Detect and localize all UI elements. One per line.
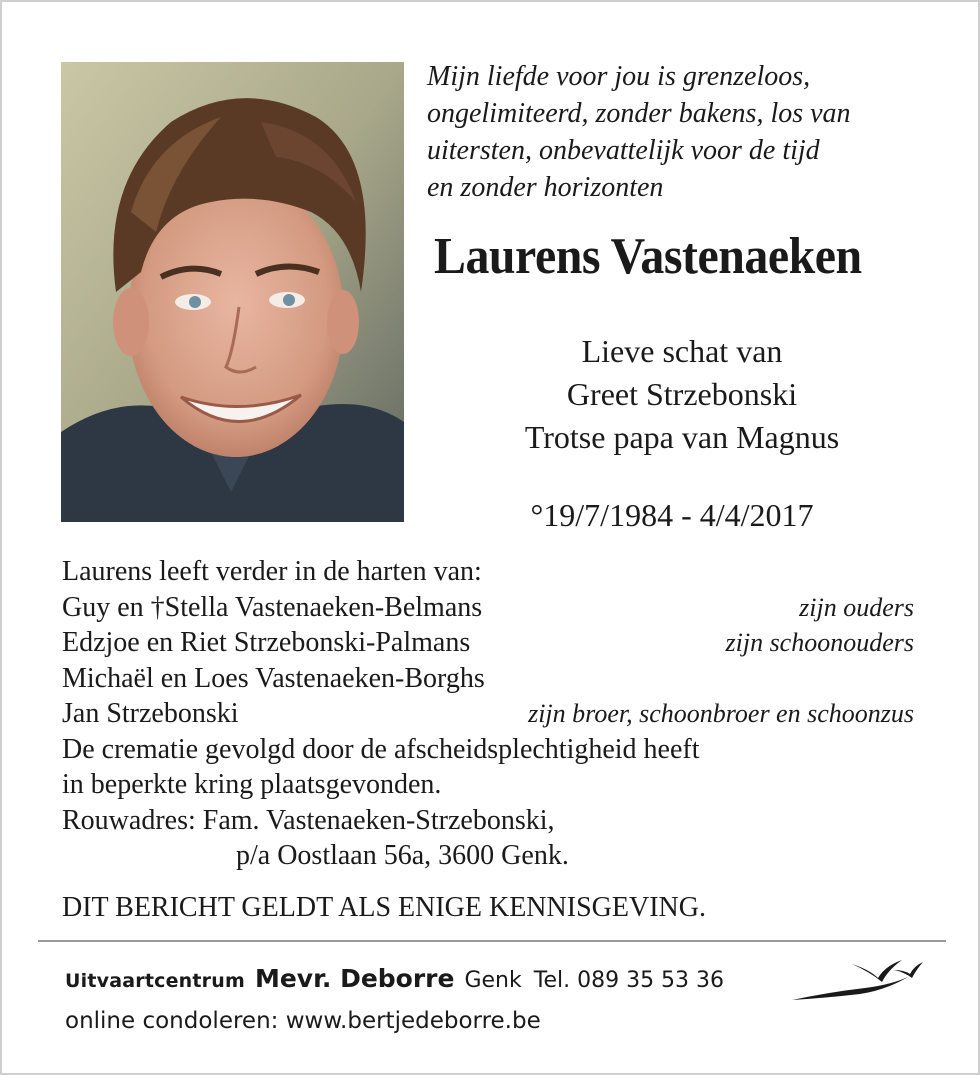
family-names: Edzjoe en Riet Strzebonski-Palmans <box>62 627 471 658</box>
poem <box>427 58 947 206</box>
online-condolence: online condoleren: www.bertjedeborre.be <box>65 1008 541 1034</box>
relation-line: Lieve schat van <box>581 333 783 369</box>
ceremony-line: De crematie gevolgd door de afscheidsplechtigheid heeft <box>62 733 700 765</box>
family-section <box>62 554 922 874</box>
portrait-photo <box>61 62 404 522</box>
relation-line: Trotse papa van Magnus <box>524 419 840 455</box>
family-row <box>62 625 922 661</box>
family-role: zijn schoonouders <box>725 628 914 657</box>
ceremony-line: in beperkte kring plaatsgevonden. <box>62 769 442 800</box>
life-dates: °19/7/1984 - 4/4/2017 <box>530 497 814 533</box>
poem-line: ongelimiteerd, zonder bakens, los van <box>427 98 851 129</box>
footer <box>65 964 805 1034</box>
family-row <box>62 696 922 732</box>
footer-line <box>65 964 805 1006</box>
bird-logo-icon <box>790 952 925 1007</box>
company-label: Uitvaartcentrum <box>65 970 245 992</box>
family-intro: Laurens leeft verder in de harten van: <box>62 556 482 587</box>
brand-name: Mevr. Deborre <box>254 964 455 993</box>
divider <box>38 940 946 942</box>
family-row <box>62 590 922 626</box>
family-role: zijn ouders <box>799 592 914 622</box>
relations <box>417 330 947 459</box>
family-names: Jan Strzebonski <box>62 698 239 729</box>
family-names: Michaël en Loes Vastenaeken-Borghs <box>62 662 485 694</box>
city: Genk <box>464 968 522 993</box>
family-role: zijn broer, schoonbroer en schoonzus <box>528 699 914 728</box>
poem-line: uitersten, onbevattelijk voor de tijd <box>427 135 820 166</box>
phone: Tel. 089 35 53 36 <box>533 968 725 993</box>
deceased-name: Laurens Vastenaeken <box>434 228 862 285</box>
family-names: Guy en †Stella Vastenaeken-Belmans <box>62 591 483 623</box>
poem-line: Mijn liefde voor jou is grenzeloos, <box>427 61 811 92</box>
address-line: p/a Oostlaan 56a, 3600 Genk. <box>236 840 569 871</box>
poem-line: en zonder horizonten <box>427 172 664 203</box>
family-row <box>62 661 922 697</box>
relation-line: Greet Strzebonski <box>566 376 798 412</box>
address-line: Rouwadres: Fam. Vastenaeken-Strzebonski, <box>62 804 555 836</box>
notice: DIT BERICHT GELDT ALS ENIGE KENNISGEVING. <box>62 892 706 923</box>
